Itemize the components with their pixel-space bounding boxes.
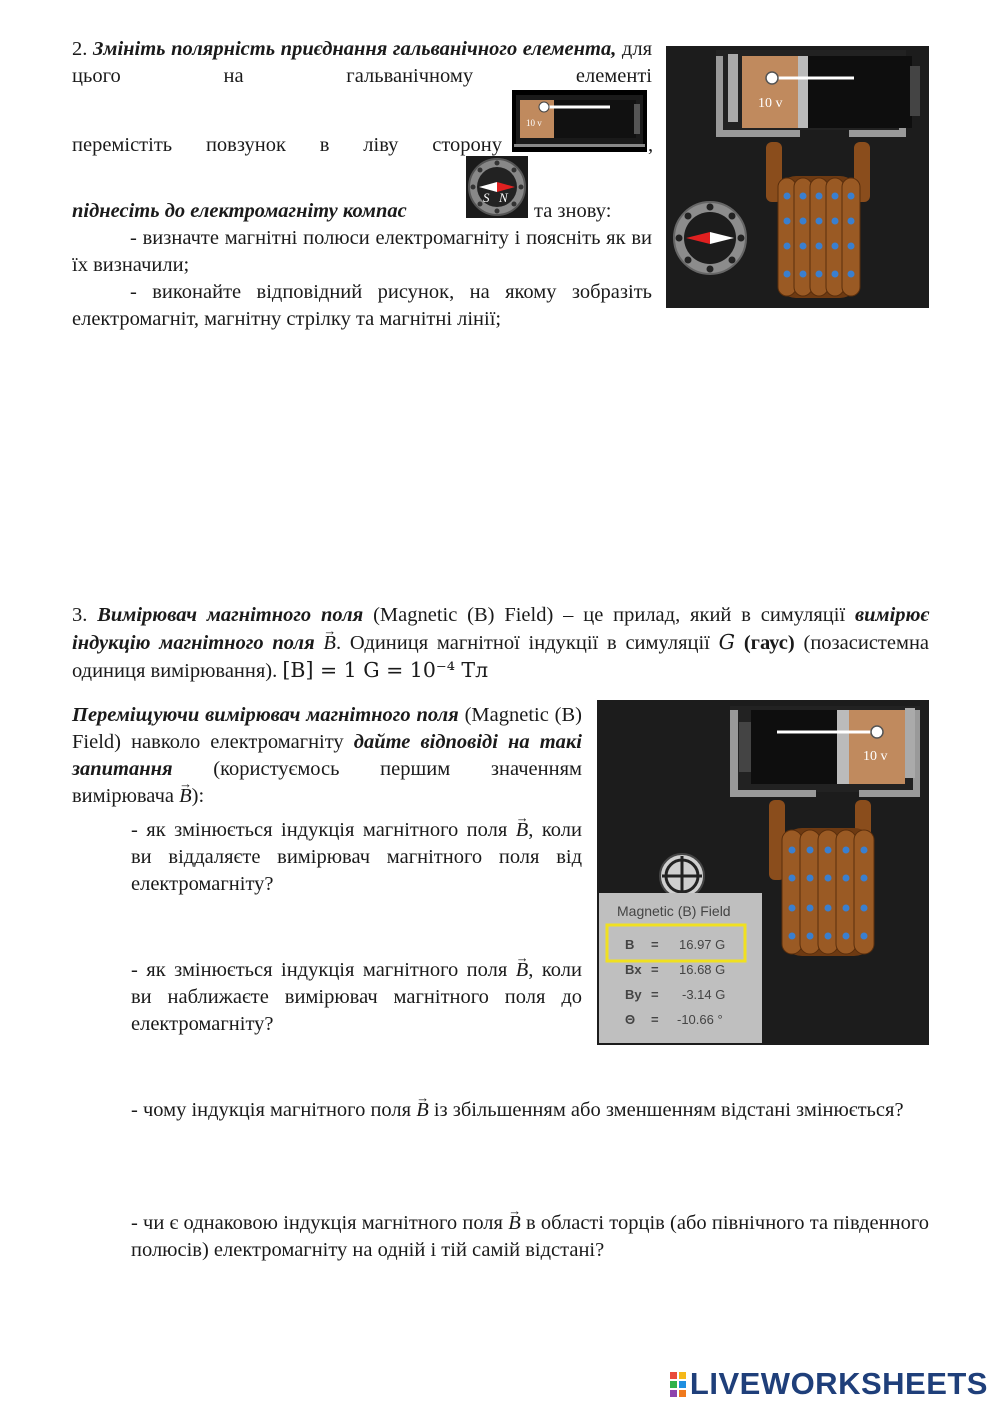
- task2-line1: [72, 36, 652, 90]
- q3-text-a: - чому індукція магнітного поля: [131, 1099, 412, 1121]
- task3-intro-text: (Magnetic (B) Field) навколо електромагніту: [72, 704, 582, 753]
- compass: [674, 202, 746, 274]
- task2-text2: перемістіть повзунок в ліву сторону: [72, 134, 502, 156]
- task3-text1: (Magnetic (B) Field) – це прилад, який в симуляції: [373, 604, 846, 626]
- meter-row-theta-eq: =: [651, 1012, 659, 1027]
- task2-line-compass: [72, 156, 657, 222]
- meter-row-b-label: B: [625, 937, 635, 952]
- meter-row-theta-label: Θ: [625, 1012, 636, 1027]
- task2-bullet1-text: - визначте магнітні полюси електромагніту і поясніть як ви їх визначили;: [72, 227, 652, 276]
- compass-n-label: N: [499, 190, 508, 205]
- small-battery-label: 10 v: [526, 118, 542, 128]
- task2-text1: для цього на гальванічному елементі: [72, 38, 653, 87]
- task3-text3: (позасистемна одиниця вимірювання).: [72, 632, 930, 682]
- coil: [778, 176, 860, 298]
- coil: [782, 828, 874, 956]
- electromagnet-compass-image: [666, 46, 929, 308]
- compass-s-label: S: [483, 190, 490, 205]
- task3-gauss: (гаус): [743, 632, 795, 654]
- task2-bullet2-text: - виконайте відповідний рисунок, на якому зобразіть електромагніт, магнітну стрілку та магнітні лінії;: [72, 281, 652, 330]
- task3-unit-symbol: G: [718, 630, 736, 654]
- task2-bullet1: [72, 225, 652, 279]
- task3-intro-bold: Переміщуючи вимірювач магнітного поля: [72, 704, 459, 726]
- q4-text-b: в області торців (або північного та південного полюсів) електромагніту на одній і тій самій відстані?: [131, 1212, 929, 1261]
- q4-text-a: - чи є однаковою індукція магнітного поля: [131, 1212, 503, 1234]
- task2-text3: та знову:: [534, 200, 612, 222]
- task2-compass-text: піднесіть до електромагніту компас: [72, 200, 407, 222]
- vector-b: → B: [516, 817, 529, 844]
- meter-row-bx-label: Bx: [625, 962, 642, 977]
- meter-row-by-label: By: [625, 987, 642, 1002]
- small-compass-image: [466, 156, 528, 218]
- task3-question1: [131, 817, 582, 898]
- task3-text2: . Одиниця магнітної індукції в симуляції: [335, 632, 710, 654]
- task3-question2: [131, 957, 582, 1038]
- meter-row-bx-value: 16.68 G: [679, 962, 726, 977]
- q3-text-b: із збільшенням або зменшенням відстані змінюється?: [433, 1099, 904, 1121]
- task2-number: 2.: [72, 38, 88, 60]
- electromagnet-meter-image: [597, 700, 929, 1045]
- task3-intro-bold2: дайте відповіді на такі запитання: [72, 731, 583, 780]
- task2-comma: ,: [648, 134, 654, 156]
- meter-row-b-value: 16.97 G: [679, 937, 726, 952]
- q1-text-a: - як змінюється індукція магнітного поля: [131, 819, 508, 841]
- meter-probe-crosshair[interactable]: [660, 854, 704, 898]
- task3-formula: [B] = 1 G = 10⁻⁴ Тл: [282, 658, 489, 682]
- task3-intro-text2: (користуємось першим значенням вимірювача: [72, 758, 583, 807]
- q2-text-a: - як змінюється індукція магнітного поля: [131, 959, 508, 981]
- task3-title: Вимірювач магнітного поля: [97, 604, 364, 626]
- task2-bullet2: [72, 279, 652, 333]
- vector-b: → B: [179, 783, 192, 810]
- meter-row-theta-value: -10.66 °: [677, 1012, 723, 1027]
- q2-text-b: , коли ви наближаєте вимірювач магнітного поля до електромагніту?: [131, 959, 582, 1035]
- meter-row-by-value: -3.14 G: [682, 987, 726, 1002]
- meter-title: Magnetic (B) Field: [617, 903, 731, 919]
- vector-b: → B: [516, 957, 529, 984]
- big-battery-label: 10 v: [758, 96, 783, 111]
- task3-number: 3.: [72, 604, 88, 626]
- meter-row-bx-eq: =: [651, 962, 659, 977]
- b-field-meter-panel[interactable]: [599, 893, 762, 1043]
- vector-b: → B: [416, 1097, 429, 1124]
- task3-intro-end: ):: [191, 785, 205, 807]
- meter-battery-label: 10 v: [863, 749, 888, 764]
- small-battery-image: [512, 90, 647, 152]
- meter-row-by-eq: =: [651, 987, 659, 1002]
- vector-b: → B: [508, 1210, 521, 1237]
- meter-row-b-eq: =: [651, 937, 659, 952]
- task3-bold2: вимірює індукцію магнітного поля: [72, 604, 930, 654]
- logo-mark-icon: [670, 1372, 686, 1397]
- liveworksheets-logo[interactable]: [670, 1366, 988, 1402]
- task3-question3: [131, 1097, 929, 1124]
- task3-paragraph: [72, 602, 929, 685]
- vector-b: → B: [323, 630, 336, 657]
- task3-question4: [131, 1210, 929, 1264]
- q1-text-b: , коли ви віддаляєте вимірювач магнітного поля від електромагніту?: [131, 819, 582, 895]
- logo-text: LIVEWORKSHEETS: [689, 1366, 988, 1401]
- task2-title: Змініть полярність приєднання гальванічного елемента,: [92, 38, 617, 60]
- task3-intro: [72, 702, 582, 810]
- task2-line-slider: [72, 90, 657, 156]
